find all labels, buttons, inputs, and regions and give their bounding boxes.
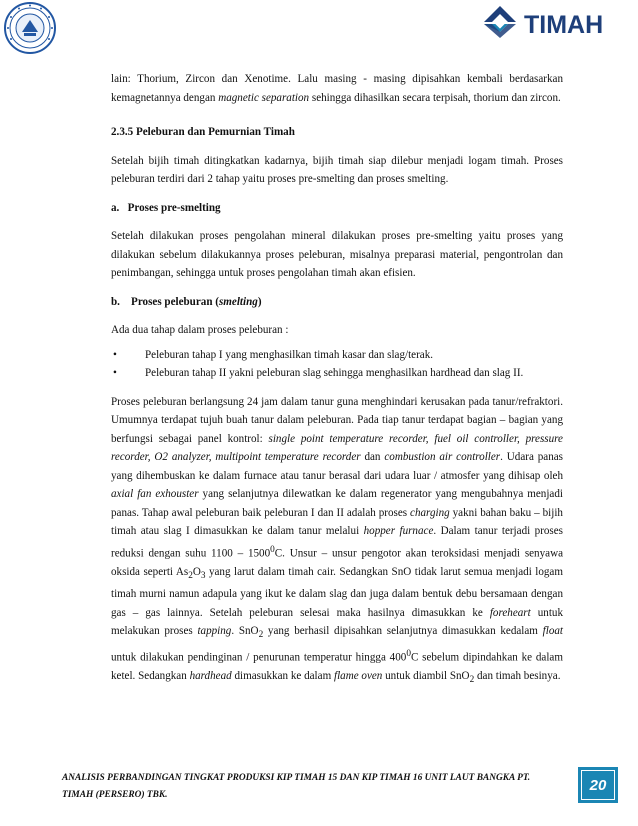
intro-paragraph: lain: Thorium, Zircon dan Xenotime. Lalu masing - masing dipisahkan kembali berdasarkan kemagnetannya dengan magnetic separation sehingga dihasilkan secara terpisah, thorium dan zircon. (111, 73, 563, 104)
footer-title: ANALISIS PERBANDINGAN TINGKAT PRODUKSI KIP TIMAH 15 DAN KIP TIMAH 16 UNIT LAUT BANGKA PT. TIMAH (PERSERO) TBK. (62, 773, 531, 800)
bullet-icon: • (113, 348, 117, 361)
bullet-list (111, 346, 563, 383)
svg-text:TIMAH: TIMAH (524, 11, 604, 39)
timah-logo-icon (478, 2, 634, 44)
page-header (0, 0, 638, 58)
company-seal-icon (4, 2, 56, 54)
list-item: • Peleburan tahap I yang menghasilkan timah kasar dan slag/terak. (111, 346, 563, 365)
subsection-b-title: b. Proses peleburan (smelting) (111, 295, 262, 308)
section-title: 2.3.5 Peleburan dan Pemurnian Timah (111, 126, 295, 138)
document-body (111, 70, 563, 690)
subsection-b-intro: Ada dua tahap dalam proses peleburan : (111, 324, 289, 336)
subsection-a-paragraph: Setelah dilakukan proses pengolahan mineral dilakukan proses pre-smelting yaitu proses yang dilakukan sebelum dilakukannya proses peleburan, misalnya preparasi material, pengontrolan dan penimbangan, sehingga untuk proses pengolahan timah akan efisien. (111, 230, 563, 279)
page-number-badge: 20 (578, 767, 618, 803)
list-item: • Peleburan tahap II yakni peleburan slag sehingga menghasilkan hardhead dan slag II. (111, 364, 563, 383)
section-paragraph: Setelah bijih timah ditingkatkan kadarnya, bijih timah siap dilebur menjadi logam timah. Proses peleburan terdiri dari 2 tahap yaitu proses pre-smelting dan proses smelting. (111, 154, 563, 185)
process-paragraph: Proses peleburan berlangsung 24 jam dalam tanur guna menghindari kerusakan pada tanur/refraktori. Umumnya terdapat tujuh buah tanur dalam peleburan. Pada tiap tanur terdapat bagian – bagian yang berfungsi sebagai panel kontrol: single point temperature recorder, fuel oil controller, pressure recorder, O2 analyzer, multipoint temperature recorder dan combustion air controller. Udara panas yang dihembuskan ke dalam furnace atau tanur berasal dari udara luar / atmosfer yang dihisap oleh axial fan exhouster yang selanjutnya dilewatkan ke dalam regenerator yang mengubahnya menjadi panas. Tahap awal peleburan baik peleburan I dan II adalah proses charging yakni bahan baku – bijih timah atau slag I dimasukkan ke dalam tanur melalui hopper furnace. Dalam tanur terjadi proses reduksi dengan suhu 1100 – 1500$^0$C. Unsur – unsur pengotor akan teroksidasi menjadi senyawa oksida seperti $As_2O_3$ yang larut dalam timah cair. Sedangkan SnO tidak larut semua menjadi logam timah murni namun adapula yang ikut ke dalam slag dan juga dalam bentuk debu bersamaan dengan gas – gas lainnya. Setelah peleburan selesai maka hasilnya dimasukkan ke foreheart untuk melakukan proses tapping. SnO$_2$ yang berhasil dipisahkan selanjutnya dimasukkan kedalam float untuk dilakukan pendinginan / penurunan temperatur hingga $400^0C$ sebelum dipindahkan ke dalam ketel. Sedangkan hardhead dimasukkan ke dalam flame oven untuk diambil SnO$_2$ dan timah besinya. (111, 395, 564, 686)
subsection-a-title: a. Proses pre-smelting (111, 201, 221, 214)
bullet-icon: • (113, 367, 117, 379)
